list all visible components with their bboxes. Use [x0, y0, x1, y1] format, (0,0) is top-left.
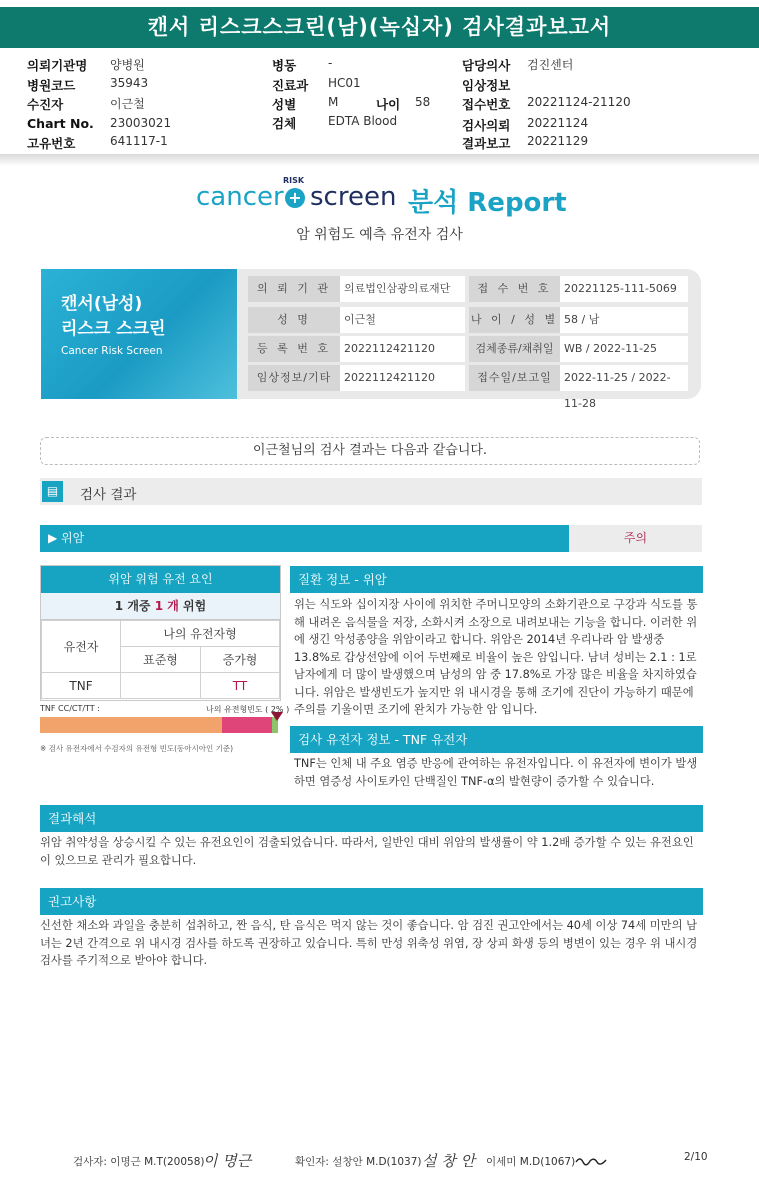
col-increased: 증가형 [200, 646, 280, 673]
info-value: 23003021 [110, 116, 172, 130]
card-banner [41, 269, 237, 399]
patient-info [0, 52, 759, 152]
card-label: 접 수 번 호 [469, 276, 560, 302]
info-value: 이근철 [110, 97, 145, 111]
col-gene: 유전자 [41, 620, 121, 673]
plus-icon: + [285, 188, 305, 208]
disease-info-header: 질환 정보 - 위암 [290, 566, 703, 593]
gene-risk-table [40, 565, 281, 701]
cancer-type-bar: ▶ 위암 [40, 525, 569, 552]
info-value: 양병원 [110, 58, 145, 72]
info-label: 접수번호 [462, 97, 511, 112]
doctor2: 이세미 M.D(1067) [486, 1156, 576, 1168]
age-value: 58 [415, 95, 431, 109]
freq-left-label: TNF CC/CT/TT : [40, 704, 100, 713]
recommendation-header: 권고사항 [40, 888, 703, 915]
report-subtitle: 암 위험도 예측 유전자 검사 [296, 227, 463, 243]
count-number: 1 개 [154, 599, 179, 613]
divider [0, 154, 759, 166]
brand-cancer: cancer [196, 182, 284, 212]
info-label: 담당의사 [462, 58, 511, 73]
info-label: 진료과 [272, 78, 309, 93]
folder-icon: ▤ [42, 481, 63, 502]
card-value: WB / 2022-11-25 [560, 336, 688, 362]
freq-segment-ct [222, 717, 272, 733]
card-value: 이근철 [340, 307, 465, 333]
section-header [40, 478, 702, 505]
info-label: Chart No. [27, 116, 94, 131]
table-header: 위암 위험 유전 요인 [41, 566, 280, 593]
freq-segment-cc [40, 717, 222, 733]
card-label: 나 이 / 성 별 [469, 307, 560, 333]
card-label: 의 뢰 기 관 [248, 276, 340, 302]
card-value: 2022-11-25 / 2022-11-28 [560, 365, 688, 391]
confirmer: 확인자: 설창안 M.D(1037) [295, 1156, 422, 1168]
brand-report: 분석 Report [408, 188, 567, 218]
info-value: 35943 [110, 76, 149, 90]
info-label: 결과보고 [462, 136, 511, 151]
doctor2-signature [574, 1154, 608, 1166]
report-title: 캔서 리스크스크린(남)(녹십자) 검사결과보고서 [0, 7, 759, 48]
freq-right-label: 나의 유전형빈도 ( 2% ) [206, 705, 290, 714]
patient-card [41, 269, 701, 410]
info-label: 검체 [272, 116, 297, 131]
gene-info-header: 검사 유전자 정보 - TNF 유전자 [290, 726, 703, 753]
age-label: 나이 [376, 97, 401, 112]
card-value: 58 / 남 [560, 307, 688, 333]
info-value: - [328, 56, 333, 70]
interpretation-text: 위암 취약성을 상승시킬 수 있는 유전요인이 검출되었습니다. 따라서, 일반인 대비 위암의 발생률이 약 1.2배 증가할 수 있는 유전요인이 있으므로 관리가 필요합니다. [40, 836, 694, 867]
risk-count [41, 593, 280, 620]
brand-screen: screen [310, 182, 397, 212]
info-value: 20221124 [527, 116, 589, 130]
greeting-message: 이근철님의 검사 결과는 다음과 같습니다. [40, 437, 700, 465]
std-value [120, 672, 201, 699]
card-title-2: 리스크 스크린 [61, 319, 166, 339]
section-title: 검사 결과 [80, 487, 137, 503]
count-pre: 1 개중 [114, 599, 155, 613]
info-label: 의뢰기관명 [27, 58, 88, 73]
inc-value: TT [200, 672, 280, 699]
interpretation-header: 결과해석 [40, 805, 703, 832]
card-title-1: 캔서(남성) [61, 294, 143, 314]
info-label: 고유번호 [27, 136, 76, 151]
info-value: EDTA Blood [328, 114, 398, 128]
card-value: 2022112421120 [340, 365, 465, 391]
card-label: 접수일/보고일 [469, 365, 560, 391]
info-label: 성별 [272, 97, 297, 112]
genotype-frequency-bar [40, 717, 280, 733]
info-value: HC01 [328, 76, 361, 90]
gene-name: TNF [41, 672, 121, 699]
info-label: 병원코드 [27, 78, 76, 93]
my-genotype-marker [271, 712, 283, 721]
info-label: 병동 [272, 58, 297, 73]
info-label: 검사의뢰 [462, 118, 511, 133]
info-value: 20221129 [527, 134, 589, 148]
disease-info-text: 위는 식도와 십이지장 사이에 위치한 주머니모양의 소화기관으로 구강과 식도를 통해 내려온 음식물을 저장, 소화시켜 소장으로 내려보내는 기능을 합니다. 이러한 위에 생긴 악성종양을 위암이라고 합니다. 위암은 2014년 우리나라 암 발생중 13.8%로 갑상선암에 이어 두번째로 비율이 높은 암입니다. 남녀 성비는 2.1 : 1로 남자에게 더 많이 발생했으며 남성의 암 중 17.8%로 가장 많은 비율을 차지하였습니다. 위암은 발생빈도가 높지만 위 내시경을 통해 조기에 진단이 가능하기 때문에 주의를 기울이면 조기에 완치가 가능한 암 입니다. [294, 598, 698, 716]
info-value: 검진센터 [527, 58, 574, 72]
brand-risk: RISK [283, 176, 305, 185]
col-standard: 표준형 [120, 646, 201, 673]
recommendation-text: 신선한 채소와 과일을 충분히 섭취하고, 짠 음식, 탄 음식은 먹지 않는 것이 좋습니다. 암 검진 권고안에서는 40세 이상 74세 미만의 남녀는 2년 간격으로 위 내시경 검사를 하도록 권장하고 있습니다. 특히 만성 위축성 위염, 장 상피 화생 등의 병변이 있는 경우 위 내시경 검사를 주기적으로 받아야 합니다. [40, 919, 698, 967]
brand-logo [0, 176, 759, 222]
gene-info-text: TNF는 인체 내 주요 염증 반응에 관여하는 유전자입니다. 이 유전자에 변이가 발생하면 염증성 사이토카인 단백질인 TNF-α의 발현량이 증가할 수 있습니다. [294, 757, 698, 788]
status-badge: 주의 [569, 525, 702, 552]
count-post: 위험 [178, 599, 207, 613]
tester: 검사자: 이명근 M.T(20058) [73, 1156, 205, 1168]
info-label: 수진자 [27, 97, 64, 112]
card-value: 2022112421120 [340, 336, 465, 362]
genotype-grid [41, 620, 280, 700]
card-value: 의료법인삼광의료재단 [340, 276, 465, 302]
card-label: 등 록 번 호 [248, 336, 340, 362]
freq-note: ※ 검사 유전자에서 수검자의 유전형 빈도(동아시아인 기준) [40, 744, 234, 753]
confirmer-signature: 설 창 안 [422, 1152, 476, 1170]
info-value: 20221124-21120 [527, 95, 631, 109]
info-label: 임상정보 [462, 78, 511, 93]
card-value: 20221125-111-5069 [560, 276, 688, 302]
card-label: 임상정보/기타 [248, 365, 340, 391]
col-my-genotype: 나의 유전자형 [120, 620, 280, 647]
card-title-3: Cancer Risk Screen [61, 345, 163, 357]
page-number: 2/10 [684, 1151, 708, 1163]
card-label: 검체종류/채취일 [469, 336, 560, 362]
info-value: M [328, 95, 339, 109]
card-label: 성 명 [248, 307, 340, 333]
info-value: 641117-1 [110, 134, 168, 148]
tester-signature: 이 명근 [203, 1152, 252, 1170]
